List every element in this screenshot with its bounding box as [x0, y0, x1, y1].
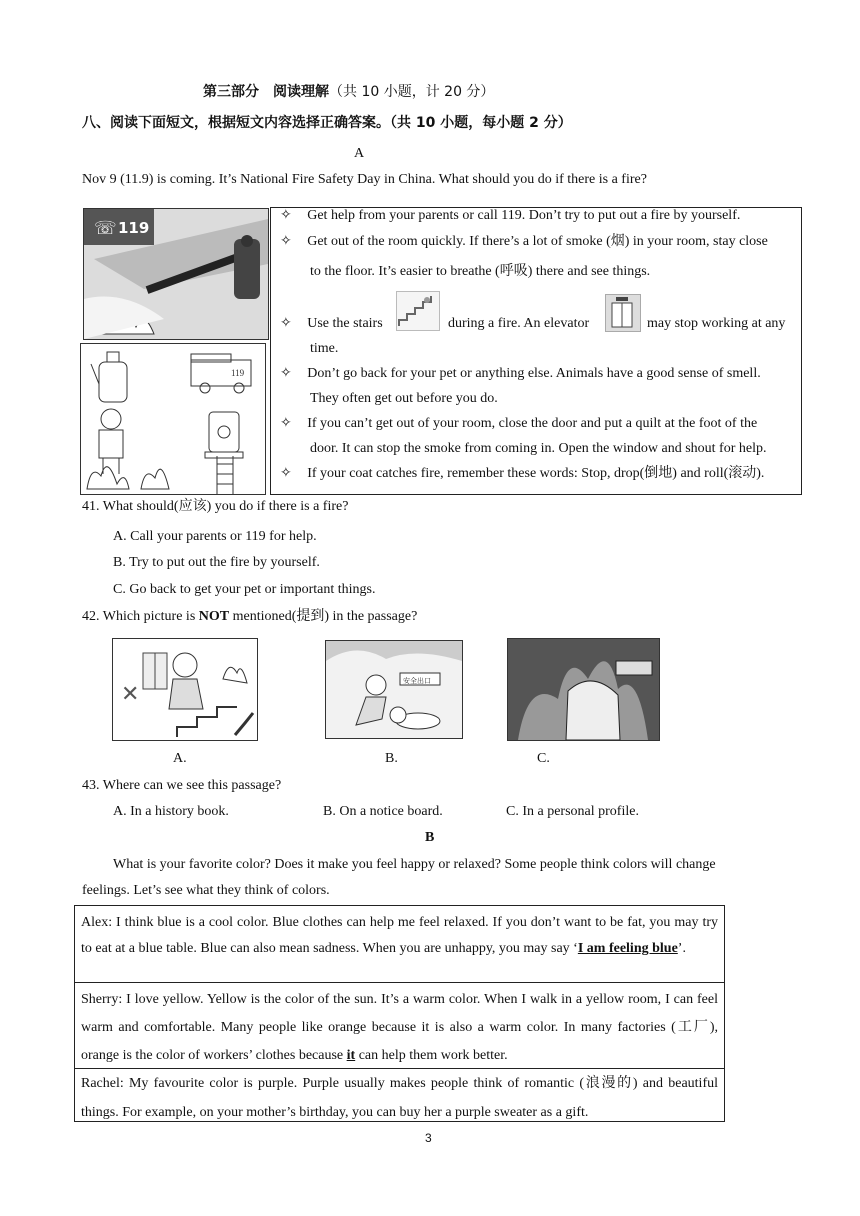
q43-option-c[interactable]: C. In a personal profile. [506, 804, 639, 819]
tip-5-text: If you can’t get out of your room, close the door and put a quilt at the foot of the [307, 416, 758, 431]
check-icon [235, 713, 253, 735]
tip-3-text-cont: time. [310, 341, 339, 356]
tip-3 [280, 314, 383, 334]
q42-picture-a[interactable] [112, 638, 258, 741]
q41-stem: 41. What should(应该) you do if there is a fire? [82, 499, 349, 514]
stairs-icon [177, 707, 237, 737]
section-title-bold: 第三部分 阅读理解 [203, 84, 329, 100]
q42-label-a: A. [173, 751, 187, 766]
sherry-row [75, 982, 724, 1068]
page-number: 3 [425, 1131, 432, 1145]
passage-b-intro-1: What is your favorite color? Does it make you feel happy or relaxed? Some people think colors will change [113, 857, 716, 872]
q42-stem-post: mentioned(提到) in the passage? [229, 609, 418, 624]
hydrant-icon [205, 412, 243, 458]
tip-1-text: Get help from your parents or call 119. Don’t try to put out a fire by yourself. [307, 208, 741, 223]
passage-a-label: A [354, 146, 365, 161]
sherry-text-end: can help them work better. [355, 1048, 508, 1063]
q41-option-c[interactable]: C. Go back to get your pet or important things. [113, 582, 376, 597]
tip-2 [280, 232, 768, 252]
fire-tools-picture [80, 343, 266, 495]
svg-text:119: 119 [231, 368, 245, 378]
fire-truck-icon [191, 354, 251, 393]
tip-4-text-cont: They often get out before you do. [310, 391, 498, 406]
alex-row [75, 906, 724, 982]
diamond-bullet-icon: ✧ [280, 316, 292, 331]
tip-3-text-a: Use the stairs [307, 316, 383, 331]
fire-extinguisher-icon [234, 239, 260, 299]
tip-5 [280, 414, 757, 434]
q41-option-b[interactable]: B. Try to put out the fire by yourself. [113, 555, 320, 570]
tip-3-text-b: during a fire. An elevator [448, 316, 590, 331]
color-opinions-table [74, 905, 725, 1122]
sherry-text: Sherry: I love yellow. Yellow is the color of the sun. It’s a warm color. When I walk in a yellow room, I can feel warm and comfortable. Many people like orange because it is also a warm color. In many factories (工厂), orange is the color of workers’ clothes because [81, 992, 718, 1063]
q42-picture-b[interactable] [325, 640, 463, 739]
q42-picture-c[interactable] [507, 638, 660, 741]
section-title [203, 82, 494, 102]
q42-label-c: C. [537, 751, 550, 766]
tip-6-text: If your coat catches fire, remember these words: Stop, drop(倒地) and roll(滚动). [307, 466, 765, 481]
rachel-row: Rachel: My favourite color is purple. Purple usually makes people think of romantic (浪漫的) and beautiful things. For example, on your mother’s birthday, you can buy her a purple sweater as a gift. [75, 1068, 724, 1122]
diamond-bullet-icon: ✧ [280, 416, 292, 431]
q42-label-b: B. [385, 751, 398, 766]
svg-text:安全出口: 安全出口 [403, 677, 431, 685]
fire-extinguisher-photo [83, 208, 269, 340]
tip-5-text-cont: door. It can stop the smoke from coming in. Open the window and shout for help. [310, 441, 767, 456]
fire-extinguisher-icon [91, 352, 127, 402]
sherry-it: it [346, 1048, 356, 1063]
tip-3-text-c: may stop working at any [647, 316, 786, 331]
diamond-bullet-icon: ✧ [280, 366, 292, 381]
q42-stem-pre: 42. Which picture is [82, 609, 199, 624]
img-119-label: 119 [118, 219, 150, 237]
passage-b-label: B [425, 830, 435, 845]
tip-1 [280, 206, 740, 226]
tip-2-text: Get out of the room quickly. If there’s a lot of smoke (烟) in your room, stay close [307, 234, 768, 249]
tip-2-text-cont: to the floor. It’s easier to breathe (呼吸) there and see things. [310, 264, 651, 279]
passage-b-intro-2: feelings. Let’s see what they think of colors. [82, 883, 330, 898]
ladder-icon [217, 456, 233, 494]
q43-option-a[interactable]: A. In a history book. [113, 804, 229, 819]
tip-4-text: Don’t go back for your pet or anything else. Animals have a good sense of smell. [307, 366, 761, 381]
q43-option-b[interactable]: B. On a notice board. [323, 804, 443, 819]
stairs-icon [396, 291, 440, 331]
elevator-icon [605, 294, 641, 332]
diamond-bullet-icon: ✧ [280, 466, 292, 481]
q41-option-a[interactable]: A. Call your parents or 119 for help. [113, 529, 317, 544]
diamond-bullet-icon: ✧ [280, 208, 292, 223]
tip-6 [280, 464, 764, 484]
q42-stem [82, 607, 417, 627]
instruction: 八、阅读下面短文，根据短文内容选择正确答案。（共 10 小题，每小题 2 分） [82, 115, 572, 131]
alex-text: Alex: I think blue is a cool color. Blue clothes can help me feel relaxed. If you don’t want to be fat, you may try to eat at a blue table. Blue can also mean sadness. When you are unhappy, you may say ‘ [81, 915, 718, 956]
q42-stem-not: NOT [198, 609, 230, 624]
svg-text:☏: ☏ [94, 218, 117, 239]
section-title-rest: （共 10 小题，计 20 分） [329, 84, 495, 100]
firefighter-icon [99, 409, 123, 474]
tip-4 [280, 364, 761, 384]
alex-text-end: ’. [677, 941, 686, 956]
cross-icon: ✕ [121, 682, 140, 707]
diamond-bullet-icon: ✧ [280, 234, 292, 249]
passage-a-intro: Nov 9 (11.9) is coming. It’s National Fire Safety Day in China. What should you do if there is a fire? [82, 172, 647, 187]
alex-phrase: I am feeling blue [577, 941, 678, 956]
q43-stem: 43. Where can we see this passage? [82, 778, 282, 793]
